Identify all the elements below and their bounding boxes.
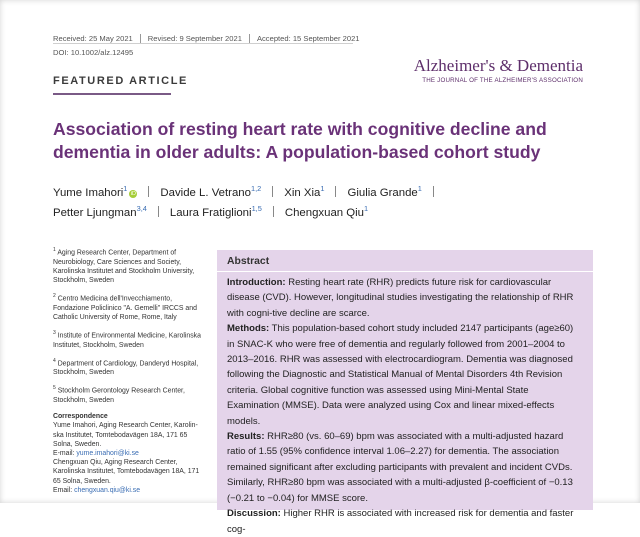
- author[interactable]: Xin Xia$^1$: [284, 184, 325, 199]
- journal-logo[interactable]: [414, 56, 583, 84]
- correspondence-text: Yume Imahori, Aging Research Center, Karolin-ska Institutet, Tomtebodavägen 18A, 171 65 Solna, Sweden. E-mail: yume.imahori@ki.se Chengxuan Qiu, Aging Research Center, Karolinska Institutet, Tomtebodavägen 18A, 171 65 Solna, Sweden. Email: chengxuan.qiu@ki.se: [53, 422, 200, 494]
- affiliation: $^2$ Centro Medicina dell'Invecchiamento, Fondazione Policlinico "A. Gemelli" IRCCS and Catholic University of Rome, Rome, Italy: [53, 293, 197, 321]
- abstract-methods: Methods: This population-based cohort study included 2147 participants (age≥60) in SNAC-K who were free of dementia and regularly followed from 2001–2004 to 2013–2016. RHR was assessed with electrocardiogram. Dementia was diagnosed following the Diagnostic and Statistical Manual of Mental Disorders 4th Revision criteria. Global cognitive function was assessed using Mini-Mental State Examination (MMSE). Data were analyzed using Cox and linear mixed-effects models.: [227, 323, 574, 427]
- email-link[interactable]: yume.imahori@ki.se: [76, 449, 139, 457]
- affiliation: $^5$ Stockholm Gerontology Research Center, Stockholm, Sweden: [53, 385, 185, 404]
- correspondence-heading: Correspondence: [53, 413, 108, 421]
- abstract-heading: Abstract: [217, 250, 593, 272]
- section-rule: [53, 93, 171, 95]
- accepted-date: Accepted: 15 September 2021: [256, 34, 360, 43]
- abstract-introduction: Introduction: Resting heart rate (RHR) predicts future risk for cardiovascular disease (CVD). However, longitudinal studies investigating the relationship of RHR with cogni-tive decline are scarce.: [227, 277, 574, 319]
- affiliations: [53, 246, 208, 495]
- author[interactable]: Davide L. Vetrano$^{1,2}$: [160, 184, 262, 199]
- author[interactable]: Yume Imahori$^1$iD: [53, 184, 136, 199]
- journal-subtitle: THE JOURNAL OF THE ALZHEIMER'S ASSOCIATION: [422, 77, 583, 84]
- orcid-icon[interactable]: iD: [130, 191, 136, 197]
- article-title: Association of resting heart rate with cognitive decline and dementia in older adults: A population-based cohort study: [53, 119, 547, 162]
- abstract-body: [217, 272, 593, 537]
- abstract-discussion: Discussion: Higher RHR is associated with increased risk for dementia and faster cog-: [227, 508, 574, 535]
- revised-date: Revised: 9 September 2021: [147, 34, 242, 43]
- author[interactable]: Laura Fratiglioni$^{1,5}$: [169, 204, 262, 219]
- affiliation: $^1$ Aging Research Center, Department of Neurobiology, Care Sciences and Society, Karolinska Institutet and Stockholm University, Stockholm, Sweden: [53, 247, 195, 284]
- divider: [249, 34, 250, 43]
- author-list: [53, 183, 593, 223]
- header-rule: [53, 43, 353, 44]
- affiliation: $^4$ Department of Cardiology, Danderyd Hospital, Stockholm, Sweden: [53, 357, 199, 377]
- received-date: Received: 25 May 2021: [53, 34, 133, 43]
- divider: [140, 34, 141, 43]
- author[interactable]: Petter Ljungman$^{3,4}$: [53, 204, 147, 219]
- abstract-results: Results: RHR≥80 (vs. 60–69) bpm was associated with a multi-adjusted hazard ratio of 1.55 (95% confidence interval 1.06–2.27) for dementia. The association remained significant after excluding participants with prevalent and incident CVDs. Similarly, RHR≥80 bpm was associated with a multi-adjusted β-coefficient of −0.13 (−0.21 to −0.04) for MMSE score.: [227, 431, 573, 504]
- abstract-box: [217, 250, 593, 535]
- author[interactable]: Giulia Grande$^1$: [347, 184, 422, 199]
- article-history: [53, 34, 360, 43]
- email-link[interactable]: chengxuan.qiu@ki.se: [74, 486, 141, 494]
- journal-name: Alzheimer's & Dementia: [413, 56, 583, 75]
- section-label: FEATURED ARTICLE: [53, 75, 188, 87]
- affiliation: $^3$ Institute of Environmental Medicine, Karolinska Institutet, Stockholm, Sweden: [53, 330, 201, 349]
- author[interactable]: Chengxuan Qiu$^1$: [284, 204, 369, 219]
- doi[interactable]: DOI: 10.1002/alz.12495: [53, 48, 134, 57]
